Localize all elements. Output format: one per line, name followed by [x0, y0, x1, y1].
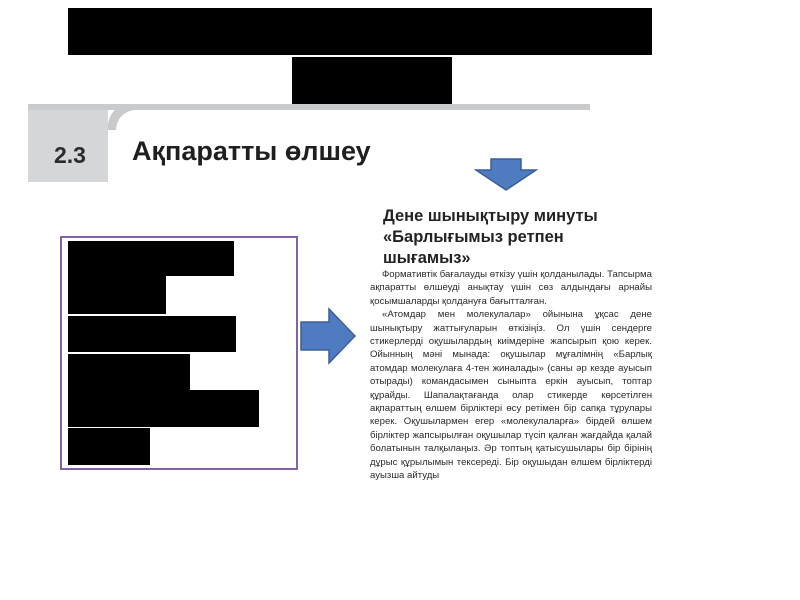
paragraph: «Атомдар мен молекулалар» ойынына ұқсас дене шынықтыру жаттығуларын өткізіңіз. Ол үшін сендерге стикерлерді оқушылардың киімдеріне жапсырып қою керек. Ойынның мәні мынада: оқушылар мұғалімнің «Барлық атомдар молекулаға 4-тен жиналады» (саны әр кезде ауысып отырады) командасымен сыныпта еркін ауысып, топтар құрайды. Шапалақтағанда олар стикерде көрсетілген ақпараттың өлшем бірліктері өсу ретімен бір сапқа тұрулары керек. Оқушылармен егер «молекулаларға» бірдей өлшем бірліктер жапсырылған оқушылар түсіп қалған жағдайда қалай болатынын талқылаңыз. Әр топтың қатысушылары бір бірінің дұрыс құрылымын тексереді. Бір оқушыдан өлшем бірліктерді ауызша айтуды	[370, 309, 652, 482]
page-title-line: Дене шынықтыру минуты	[383, 207, 598, 225]
redacted-line-2	[68, 276, 166, 314]
redacted-line-4	[68, 354, 190, 390]
redacted-line-6	[68, 428, 150, 465]
page-body-text	[370, 268, 652, 483]
page-title-line: «Барлығымыз ретпен	[383, 228, 564, 246]
redacted-line-5	[68, 390, 259, 427]
section-top-rule	[108, 104, 590, 110]
paragraph: Формативтік бағалауды өткізу үшін қолданылады. Тапсырма ақпаратты өлшеуді анықтау үшін сөз алдындағы арнайы қосымшаларды қолдануға бағытталған.	[370, 269, 652, 307]
textbook-page	[360, 196, 658, 518]
section-title: Ақпаратты өлшеу	[132, 136, 371, 166]
redacted-line-3	[68, 316, 236, 352]
page-title	[383, 206, 643, 269]
section-number: 2.3	[54, 142, 86, 168]
redacted-line-1	[68, 241, 234, 276]
page-title-line: шығамыз»	[383, 249, 471, 267]
down-arrow-icon	[474, 158, 538, 192]
redacted-header-subblock	[292, 57, 452, 104]
redacted-header-bar	[68, 8, 652, 55]
right-arrow-icon	[299, 307, 357, 365]
